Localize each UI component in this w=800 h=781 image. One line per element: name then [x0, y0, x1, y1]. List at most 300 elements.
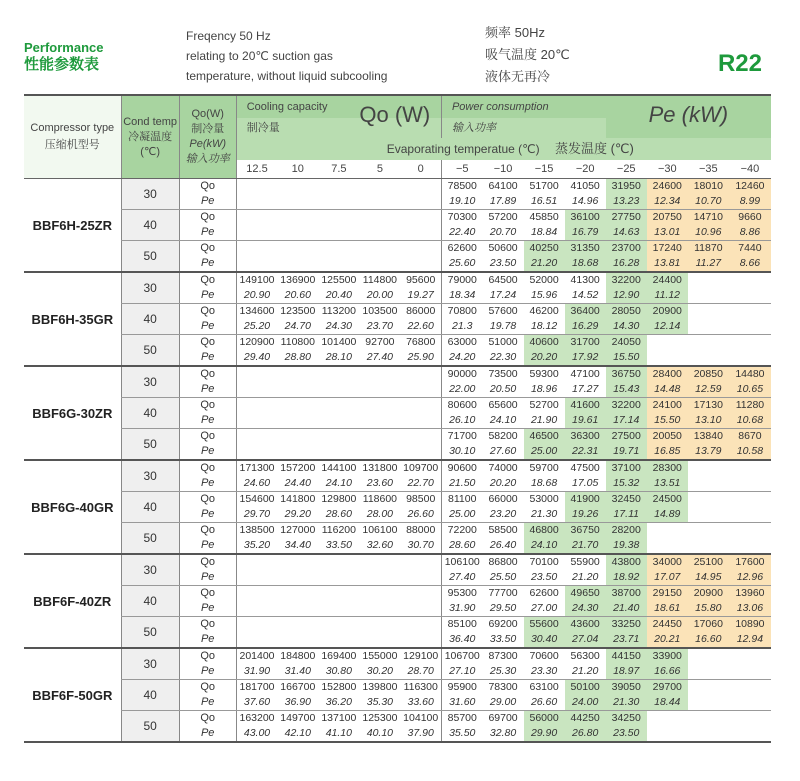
value-cell: 21.20: [565, 570, 606, 586]
value-cell: 25.20: [236, 319, 277, 335]
cond-temp-value: 30: [121, 460, 179, 492]
value-cell: 33.50: [318, 538, 359, 554]
value-cell: 57600: [488, 305, 518, 317]
value-cell: 134600: [236, 304, 277, 320]
value-cell: 10.68: [729, 413, 771, 429]
value-cell: 21.30: [524, 507, 565, 523]
value-cell: [729, 492, 771, 508]
value-cell: 31.90: [441, 601, 482, 617]
value-cell: [647, 711, 688, 727]
value-cell: 106100: [362, 524, 398, 536]
cond-temp-value: 50: [121, 241, 179, 273]
pe-row-label: Pe: [179, 444, 236, 460]
value-cell: 12.14: [647, 319, 688, 335]
value-cell: 17240: [647, 241, 688, 257]
value-cell: 24.30: [318, 319, 359, 335]
qo-row-label: Qo: [179, 272, 236, 288]
value-cell: [277, 617, 318, 633]
cond-temp-value: 40: [121, 492, 179, 523]
cond-temp-value: 40: [121, 680, 179, 711]
value-cell: [236, 632, 277, 648]
value-cell: 20.60: [277, 288, 318, 304]
value-cell: [400, 398, 441, 414]
value-cell: 58500: [488, 524, 518, 536]
value-cell: 25.60: [441, 256, 482, 272]
qo-row-label: Qo: [179, 648, 236, 664]
value-cell: 17.07: [647, 570, 688, 586]
pe-row-label: Pe: [179, 726, 236, 742]
compressor-type-header: [24, 95, 121, 179]
value-cell: [318, 570, 359, 586]
value-cell: 70800: [441, 304, 482, 320]
value-cell: [277, 586, 318, 602]
value-cell: [359, 586, 400, 602]
value-cell: [729, 523, 771, 539]
value-cell: 24.70: [277, 319, 318, 335]
value-cell: [359, 554, 400, 570]
value-cell: 17.27: [565, 382, 606, 398]
value-cell: [688, 272, 729, 288]
value-cell: 33.50: [483, 632, 524, 648]
value-cell: 37100: [606, 460, 647, 476]
cooling-en: Cooling capacity: [246, 100, 328, 113]
value-cell: 86800: [488, 556, 518, 568]
value-cell: 129800: [321, 493, 357, 505]
value-cell: 77700: [488, 587, 518, 599]
value-cell: 62600: [441, 241, 482, 257]
pe-row-label: Pe: [179, 601, 236, 617]
value-cell: 73500: [488, 368, 518, 380]
value-cell: [236, 601, 277, 617]
value-cell: 19.71: [606, 444, 647, 460]
value-cell: 20.50: [483, 382, 524, 398]
value-cell: 23700: [606, 241, 647, 257]
value-cell: 21.90: [524, 413, 565, 429]
value-cell: [277, 413, 318, 429]
value-cell: 18.44: [647, 695, 688, 711]
value-cell: 23.50: [483, 256, 524, 272]
value-cell: [400, 366, 441, 382]
value-cell: 31700: [565, 335, 606, 351]
table-row: [24, 335, 771, 351]
qo-row-label: Qo: [179, 335, 236, 351]
value-cell: 16.79: [565, 225, 606, 241]
value-cell: 11.12: [647, 288, 688, 304]
cond-temp-value: 50: [121, 335, 179, 367]
value-cell: [688, 648, 729, 664]
value-cell: 106700: [441, 648, 482, 664]
value-cell: 144100: [321, 462, 357, 474]
value-cell: 34250: [606, 711, 647, 727]
model-name: BBF6G-40GR: [24, 460, 121, 554]
value-cell: 15.96: [524, 288, 565, 304]
value-cell: 10.70: [688, 194, 729, 210]
compressor-type-zh: 压缩机型号: [44, 139, 100, 151]
value-cell: 20.20: [483, 476, 524, 492]
condition-line: 液体无再冷: [485, 69, 551, 84]
conditions-zh: [485, 22, 570, 88]
value-cell: [277, 256, 318, 272]
value-cell: [688, 538, 729, 554]
value-cell: 40.10: [359, 726, 400, 742]
value-cell: 139800: [362, 681, 398, 693]
value-cell: 25100: [688, 554, 729, 570]
value-cell: 7440: [729, 241, 771, 257]
value-cell: 18.34: [441, 288, 482, 304]
evap-temp-tick: 10: [277, 160, 318, 179]
cond-temp-value: 40: [121, 304, 179, 335]
value-cell: 70100: [529, 556, 559, 568]
value-cell: [318, 241, 359, 257]
value-cell: 29.00: [483, 695, 524, 711]
table-row: [24, 711, 771, 727]
value-cell: 27.04: [565, 632, 606, 648]
value-cell: 15.32: [606, 476, 647, 492]
value-cell: 14.96: [565, 194, 606, 210]
value-cell: 17.89: [483, 194, 524, 210]
value-cell: [236, 194, 277, 210]
value-cell: 70600: [529, 650, 559, 662]
value-cell: 10.96: [688, 225, 729, 241]
performance-table: [24, 94, 771, 743]
table-row: [24, 272, 771, 288]
value-cell: 17.05: [565, 476, 606, 492]
power-en: Power consumption: [451, 100, 549, 113]
value-cell: 27.40: [359, 350, 400, 366]
value-cell: 49650: [565, 586, 606, 602]
cond-temp-value: 50: [121, 523, 179, 555]
condition-line: Freqency 50 Hz: [186, 29, 271, 43]
value-cell: 16.66: [647, 664, 688, 680]
power-zh-cell: [441, 118, 605, 138]
value-cell: 137100: [321, 712, 357, 724]
value-cell: 114800: [362, 274, 398, 286]
value-cell: 76800: [406, 336, 436, 348]
value-cell: 64500: [488, 274, 518, 286]
cooling-zh-cell: [236, 118, 359, 138]
value-cell: 29.90: [524, 726, 565, 742]
value-cell: 28.00: [359, 507, 400, 523]
performance-title-en: Performance: [24, 40, 104, 55]
pe-row-label: Pe: [179, 538, 236, 554]
condition-line: temperature, without liquid subcooling: [186, 69, 388, 83]
value-cell: 29.20: [277, 507, 318, 523]
value-cell: 72200: [441, 523, 482, 539]
qo-row-label: Qo: [179, 523, 236, 539]
value-cell: 19.26: [565, 507, 606, 523]
value-cell: [236, 617, 277, 633]
evap-temp-tick: 7.5: [318, 160, 359, 179]
value-cell: 57200: [488, 211, 518, 223]
value-cell: 20.90: [236, 288, 277, 304]
value-cell: 15.50: [606, 350, 647, 366]
value-cell: 46200: [529, 305, 559, 317]
value-cell: 13960: [729, 586, 771, 602]
value-cell: 28.70: [400, 664, 441, 680]
value-cell: 87300: [488, 650, 518, 662]
table-row: [24, 492, 771, 508]
value-cell: 13.01: [647, 225, 688, 241]
value-cell: [688, 335, 729, 351]
value-cell: 21.20: [565, 664, 606, 680]
value-cell: 31.90: [236, 664, 277, 680]
value-cell: [318, 632, 359, 648]
value-cell: 12.59: [688, 382, 729, 398]
table-row: [24, 210, 771, 226]
value-cell: 22.31: [565, 444, 606, 460]
pe-row-label: Pe: [179, 256, 236, 272]
value-cell: 28050: [606, 304, 647, 320]
value-cell: 29150: [647, 586, 688, 602]
value-cell: 169400: [321, 650, 357, 662]
value-cell: [647, 350, 688, 366]
value-cell: 28.80: [277, 350, 318, 366]
cond-temp-value: 50: [121, 429, 179, 461]
qo-row-label: Qo: [179, 711, 236, 727]
value-cell: 22.60: [400, 319, 441, 335]
value-cell: 18.12: [524, 319, 565, 335]
value-cell: 36.20: [318, 695, 359, 711]
value-cell: [318, 586, 359, 602]
value-cell: [400, 429, 441, 445]
value-cell: 17.11: [606, 507, 647, 523]
value-cell: [236, 210, 277, 226]
value-cell: [688, 664, 729, 680]
value-cell: 46500: [524, 429, 565, 445]
power-zh: 输入功率: [451, 121, 496, 134]
value-cell: 152800: [321, 681, 357, 693]
value-cell: [359, 429, 400, 445]
value-cell: [359, 617, 400, 633]
evap-en: Evaporating temperatue (℃): [386, 142, 540, 156]
table-row: [24, 366, 771, 382]
value-cell: 21.30: [606, 695, 647, 711]
value-cell: 59700: [529, 462, 559, 474]
value-cell: [359, 241, 400, 257]
value-cell: 32200: [606, 398, 647, 414]
value-cell: 104100: [403, 712, 439, 724]
value-cell: 90600: [441, 460, 482, 476]
value-cell: 28300: [647, 460, 688, 476]
value-cell: [236, 444, 277, 460]
pe-row-label: Pe: [179, 382, 236, 398]
pe-unit: Pe (kW): [648, 102, 729, 127]
value-cell: 11280: [729, 398, 771, 414]
value-cell: [236, 241, 277, 257]
value-cell: 62600: [529, 587, 559, 599]
value-cell: 14480: [729, 366, 771, 382]
value-cell: 56300: [570, 650, 600, 662]
value-cell: 33250: [606, 617, 647, 633]
value-cell: 31950: [606, 179, 647, 195]
value-cell: [318, 366, 359, 382]
value-cell: [359, 632, 400, 648]
value-cell: [277, 210, 318, 226]
qo-unit-cell: [359, 102, 441, 138]
value-cell: 53000: [529, 493, 559, 505]
value-cell: [400, 256, 441, 272]
value-cell: 74000: [488, 462, 518, 474]
qo-unit: Qo (W): [359, 102, 431, 127]
value-cell: [729, 476, 771, 492]
cooling-zh: 制冷量: [246, 121, 280, 134]
value-cell: 23.71: [606, 632, 647, 648]
table-row: [24, 680, 771, 696]
value-cell: 27.60: [483, 444, 524, 460]
value-cell: 12.34: [647, 194, 688, 210]
value-cell: 136900: [280, 274, 316, 286]
table-row: [24, 648, 771, 664]
value-cell: 88000: [406, 524, 436, 536]
value-cell: 8.86: [729, 225, 771, 241]
value-cell: 116200: [321, 524, 356, 536]
value-cell: [359, 256, 400, 272]
value-cell: 21.50: [441, 476, 482, 492]
value-cell: [688, 350, 729, 366]
value-cell: [236, 366, 277, 382]
value-cell: 24.00: [565, 695, 606, 711]
pe-zh: 输入功率: [185, 153, 230, 165]
value-cell: 63100: [529, 681, 559, 693]
cond-temp-value: 40: [121, 210, 179, 241]
value-cell: [318, 179, 359, 195]
value-cell: [729, 695, 771, 711]
value-cell: 30.40: [524, 632, 565, 648]
value-cell: [359, 179, 400, 195]
qo-row-label: Qo: [179, 680, 236, 696]
value-cell: 46800: [524, 523, 565, 539]
value-cell: 28400: [647, 366, 688, 382]
value-cell: 28.10: [318, 350, 359, 366]
value-cell: [236, 382, 277, 398]
evap-temp-tick: −40: [729, 160, 771, 179]
value-cell: 98500: [406, 493, 436, 505]
pe-row-label: Pe: [179, 632, 236, 648]
table-row: [24, 398, 771, 414]
value-cell: [359, 210, 400, 226]
value-cell: 27750: [606, 210, 647, 226]
table-row: [24, 617, 771, 633]
value-cell: 79000: [441, 272, 482, 288]
value-cell: 55900: [570, 556, 600, 568]
value-cell: [688, 507, 729, 523]
value-cell: 13.51: [647, 476, 688, 492]
model-name: BBF6H-35GR: [24, 272, 121, 366]
table-row: [24, 460, 771, 476]
conditions-en: [186, 26, 387, 86]
value-cell: [236, 413, 277, 429]
value-cell: 18.96: [524, 382, 565, 398]
pe-row-label: Pe: [179, 225, 236, 241]
value-cell: 18.97: [606, 664, 647, 680]
qo-row-label: Qo: [179, 304, 236, 320]
value-cell: [729, 335, 771, 351]
pe-label: Pe(kW): [189, 138, 227, 150]
evap-temp-tick: 5: [359, 160, 400, 179]
evap-temp-tick: −10: [483, 160, 524, 179]
value-cell: 166700: [280, 681, 316, 693]
value-cell: 149100: [236, 272, 277, 288]
value-cell: 78300: [488, 681, 518, 693]
value-cell: 43800: [606, 554, 647, 570]
value-cell: [729, 319, 771, 335]
value-cell: [277, 179, 318, 195]
value-cell: [688, 288, 729, 304]
value-cell: [729, 272, 771, 288]
value-cell: 50100: [565, 680, 606, 696]
value-cell: 14.89: [647, 507, 688, 523]
value-cell: 36300: [565, 429, 606, 445]
value-cell: 23.50: [524, 570, 565, 586]
value-cell: 24600: [647, 179, 688, 195]
performance-title-zh: 性能参数表: [24, 56, 100, 74]
condition-line: 吸气温度 20℃: [485, 47, 570, 62]
value-cell: 32200: [606, 272, 647, 288]
cond-temp-value: 30: [121, 648, 179, 680]
value-cell: 26.40: [483, 538, 524, 554]
value-cell: 40250: [524, 241, 565, 257]
value-cell: [277, 241, 318, 257]
value-cell: [688, 304, 729, 320]
value-cell: 12460: [729, 179, 771, 195]
value-cell: 22.70: [400, 476, 441, 492]
evap-temp-tick: −20: [565, 160, 606, 179]
value-cell: 14.95: [688, 570, 729, 586]
value-cell: 116300: [403, 681, 438, 693]
condition-line: relating to 20℃ suction gas: [186, 49, 333, 63]
value-cell: 14.30: [606, 319, 647, 335]
value-cell: 24450: [647, 617, 688, 633]
value-cell: 52000: [529, 274, 559, 286]
value-cell: [688, 680, 729, 696]
pe-row-label: Pe: [179, 695, 236, 711]
value-cell: [400, 601, 441, 617]
value-cell: [400, 210, 441, 226]
value-cell: 38700: [606, 586, 647, 602]
value-cell: 95600: [406, 274, 436, 286]
value-cell: 85700: [441, 711, 482, 727]
value-cell: 17600: [729, 554, 771, 570]
value-cell: 27.40: [441, 570, 482, 586]
value-cell: [729, 507, 771, 523]
value-cell: [236, 429, 277, 445]
value-cell: 125500: [321, 274, 357, 286]
value-cell: [277, 429, 318, 445]
value-cell: 26.60: [400, 507, 441, 523]
value-cell: 106100: [441, 554, 482, 570]
value-cell: [647, 523, 688, 539]
table-row: [24, 523, 771, 539]
value-cell: 163200: [236, 711, 277, 727]
value-cell: 149700: [280, 712, 316, 724]
qo-row-label: Qo: [179, 460, 236, 476]
value-cell: [236, 554, 277, 570]
value-cell: [236, 398, 277, 414]
table-row: [24, 241, 771, 257]
value-cell: 15.80: [688, 601, 729, 617]
value-cell: 22.00: [441, 382, 482, 398]
value-cell: 23.30: [524, 664, 565, 680]
value-cell: 41.10: [318, 726, 359, 742]
value-cell: [277, 570, 318, 586]
value-cell: 13.10: [688, 413, 729, 429]
value-cell: 17060: [688, 617, 729, 633]
value-cell: 21.70: [565, 538, 606, 554]
model-name: BBF6H-25ZR: [24, 179, 121, 273]
value-cell: [729, 304, 771, 320]
value-cell: 101400: [321, 336, 357, 348]
value-cell: 18.92: [606, 570, 647, 586]
